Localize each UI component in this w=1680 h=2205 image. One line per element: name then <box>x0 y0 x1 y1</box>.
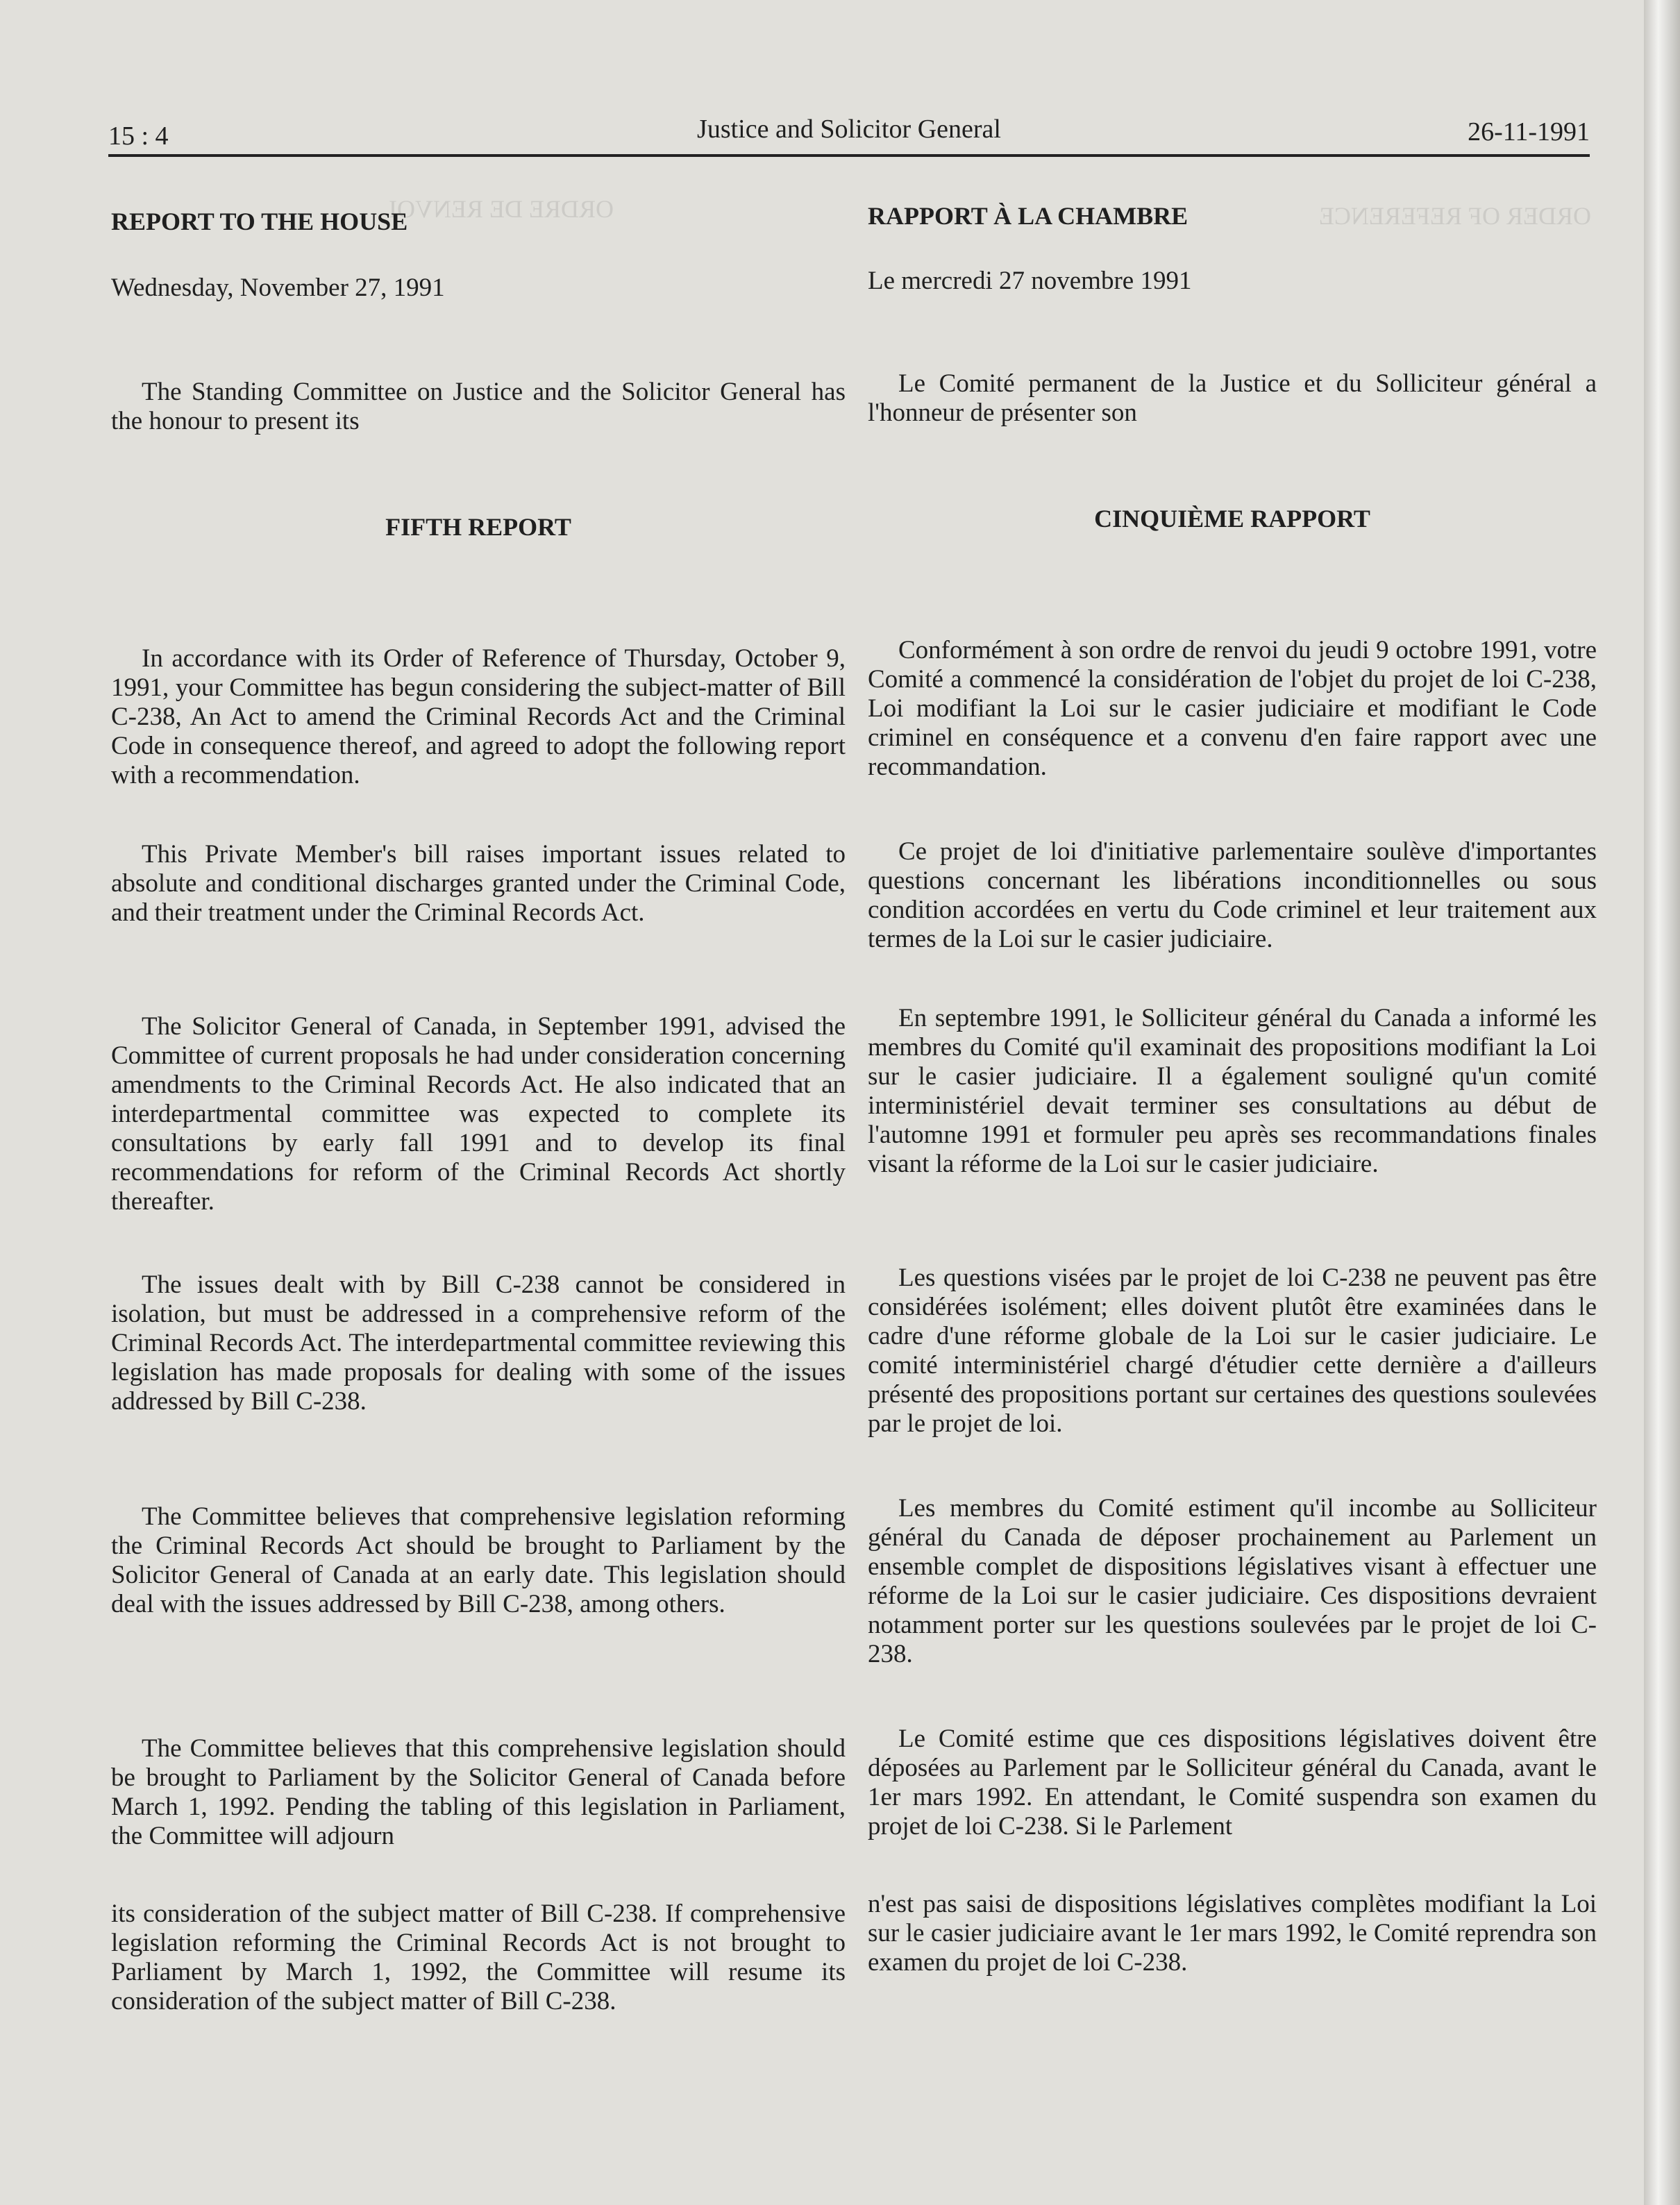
french-intro: Le Comité permanent de la Justice et du Solliciteur général a l'honneur de présenter son <box>868 369 1597 427</box>
french-report-title: CINQUIÈME RAPPORT <box>1094 505 1370 533</box>
running-title: Justice and Solicitor General <box>697 115 1001 144</box>
page-header <box>108 111 1590 157</box>
english-heading: REPORT TO THE HOUSE <box>111 208 408 235</box>
header-date: 26-11-1991 <box>1468 117 1590 146</box>
page-edge <box>1644 0 1680 2205</box>
french-paragraph-4: Les questions visées par le projet de loi C-238 ne peuvent pas être considérées isolément; elles doivent plutôt être examinées dans le cadre d'une réforme globale de la Loi sur le casier judiciaire. Le comité interministériel chargé d'étudier cette dernière a d'ailleurs présenté des propositions portant sur certaines des questions soulevées par le projet de loi. <box>868 1264 1597 1438</box>
english-paragraph-2: This Private Member's bill raises important issues related to absolute and conditional discharges granted under the Criminal Code, and their treatment under the Criminal Records Act. <box>111 840 846 927</box>
french-paragraph-2: Ce projet de loi d'initiative parlementaire soulève d'importantes questions concernant les libérations inconditionnelles ou sous condition accordées en vertu du Code criminel et leur traitement aux termes de la Loi sur le casier judiciaire. <box>868 837 1597 953</box>
english-report-title: FIFTH REPORT <box>385 513 571 541</box>
english-paragraph-7: its consideration of the subject matter of Bill C-238. If comprehensive legislation reforming the Criminal Records Act is not brought to Parliament by March 1, 1992, the Committee will resume its consideration of the subject matter of Bill C-238. <box>111 1900 846 2015</box>
french-paragraph-1: Conformément à son ordre de renvoi du jeudi 9 octobre 1991, votre Comité a commencé la considération de l'objet du projet de loi C-238, Loi modifiant la Loi sur le casier judiciaire et modifiant le Code criminel en conséquence et a convenu d'en faire rapport avec une recommandation. <box>868 636 1597 781</box>
english-intro: The Standing Committee on Justice and the Solicitor General has the honour to present its <box>111 378 846 435</box>
english-date: Wednesday, November 27, 1991 <box>111 274 445 302</box>
french-paragraph-7: n'est pas saisi de dispositions législatives complètes modifiant la Loi sur le casier judiciaire avant le 1er mars 1992, le Comité reprendra son examen du projet de loi C-238. <box>868 1890 1597 1977</box>
french-paragraph-5: Les membres du Comité estiment qu'il incombe au Solliciteur général du Canada de déposer prochainement au Parlement un ensemble complet de dispositions législatives visant à effectuer une réforme de la Loi sur le casier judiciaire. Ces dispositions devraient notamment porter sur les questions soulevées par le projet de loi C-238. <box>868 1494 1597 1668</box>
french-date: Le mercredi 27 novembre 1991 <box>868 267 1192 295</box>
english-paragraph-6: The Committee believes that this comprehensive legislation should be brought to Parliament by the Solicitor General of Canada before March 1, 1992. Pending the tabling of this legislation in Parliament, the Committee will adjourn <box>111 1734 846 1850</box>
english-paragraph-3: The Solicitor General of Canada, in September 1991, advised the Committee of current proposals he had under consideration concerning amendments to the Criminal Records Act. He also indicated that an interdepartmental committee was expected to complete its consultations by early fall 1991 and to develop its final recommendations for reform of the Criminal Records Act shortly thereafter. <box>111 1012 846 1216</box>
english-paragraph-5: The Committee believes that comprehensive legislation reforming the Criminal Records Act should be brought to Parliament by the Solicitor General of Canada at an early date. This legislation should deal with the issues addressed by Bill C-238, among others. <box>111 1502 846 1618</box>
french-paragraph-3: En septembre 1991, le Solliciteur général du Canada a informé les membres du Comité qu'il examinait des propositions modifiant la Loi sur le casier judiciaire. Il a également souligné qu'un comité interministériel devait terminer ses consultations au début de l'automne 1991 et formuler peu après ses recommandations finales visant la réforme de la Loi sur le casier judiciaire. <box>868 1004 1597 1178</box>
bleed-through-text: ORDER OF REFERENCE <box>1319 202 1592 230</box>
english-paragraph-4: The issues dealt with by Bill C-238 cannot be considered in isolation, but must be addressed in a comprehensive reform of the Criminal Records Act. The interdepartmental committee reviewing this legislation has made proposals for dealing with some of the issues addressed by Bill C-238. <box>111 1271 846 1416</box>
french-heading: RAPPORT À LA CHAMBRE <box>868 202 1188 230</box>
french-paragraph-6: Le Comité estime que ces dispositions législatives doivent être déposées au Parlement par le Solliciteur général du Canada, avant le 1er mars 1992. En attendant, le Comité suspendra son examen du projet de loi C-238. Si le Parlement <box>868 1725 1597 1841</box>
page-number: 15 : 4 <box>108 121 169 151</box>
bleed-through-text: ORDRE DE RENVOI <box>389 195 614 223</box>
english-paragraph-1: In accordance with its Order of Reference of Thursday, October 9, 1991, your Committee has begun considering the subject-matter of Bill C-238, An Act to amend the Criminal Records Act and the Criminal Code in consequence thereof, and agreed to adopt the following report with a recommendation. <box>111 644 846 789</box>
